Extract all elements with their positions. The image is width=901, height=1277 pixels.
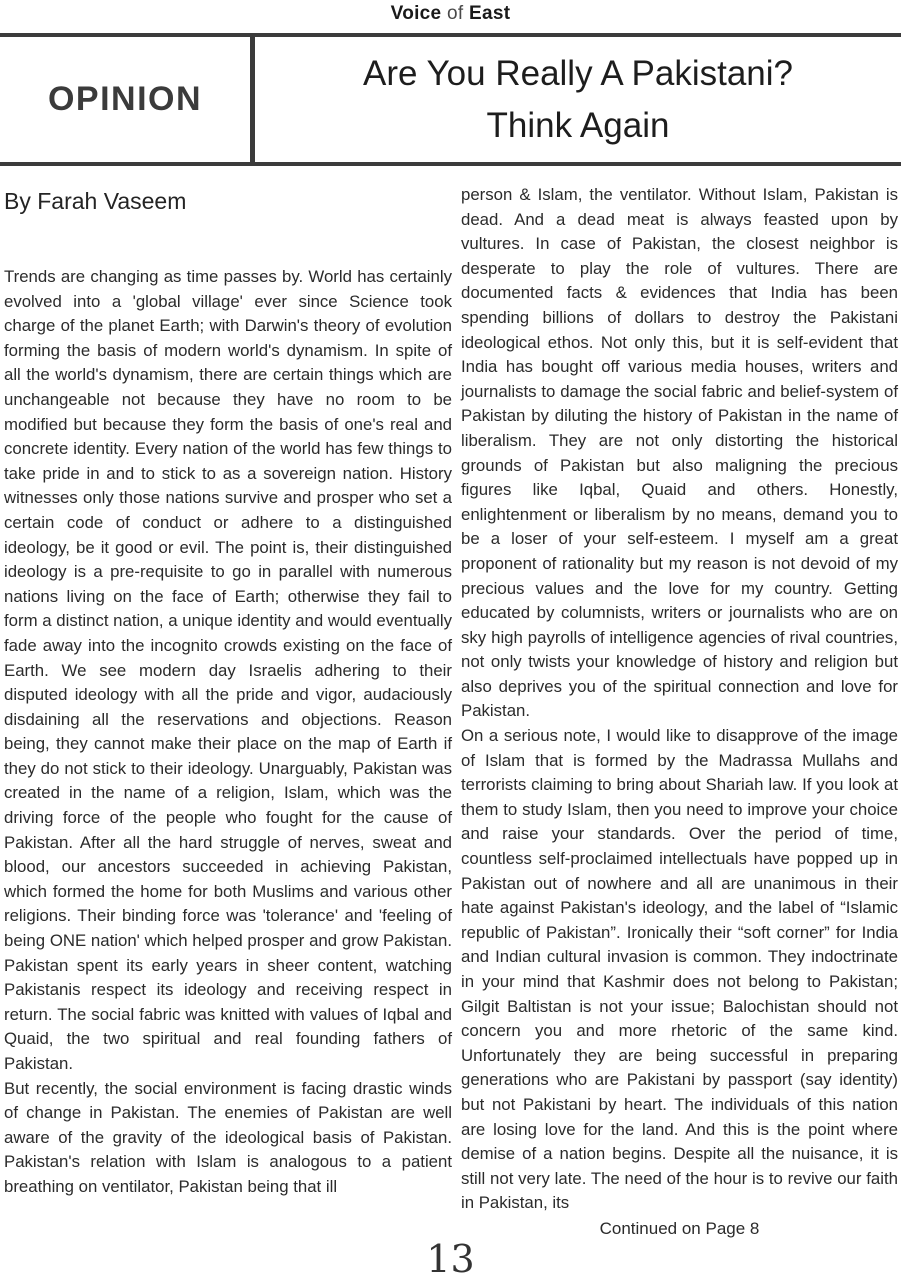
masthead-brand-word2: East (469, 3, 511, 24)
article-header-box (0, 33, 901, 166)
masthead (0, 3, 901, 25)
masthead-brand-connector: of (441, 3, 470, 24)
section-cell (0, 37, 255, 162)
section-label: OPINION (47, 80, 203, 118)
right-column (461, 183, 898, 1277)
article-title-line1: Are You Really A Pakistani? (362, 53, 793, 93)
paragraph: Trends are changing as time passes by. World has certainly evolved into a 'global village' ever since Science took charge of the planet Earth; with Darwin's theory of evolution forming the basis of modern world's dynamism. In spite of all the world's dynamism, there are certain things which are unchangeable not because they have no room to be modified but because they form the basis of one's real and concrete identity. Every nation of the world has few things to take pride in and to stick to as a sovereign nation. History witnesses only those nations survive and prosper who set a certain code of conduct or adhere to a distinguished ideology, be it good or evil. The point is, their distinguished ideology is a pre-requisite to go in parallel with numerous nations living on the face of Earth; otherwise they fail to form a distinct nation, a unique identity and would eventually fade away into the incognito crowds existing on the face of Earth. We see modern day Israelis adhering to their disputed ideology with all the pride and vigor, audaciously disdaining all the reservations and objections. Reason being, they cannot make their place on the map of Earth if they do not stick to their ideology. Unarguably, Pakistan was created in the name of a religion, Islam, which was the driving force of the people who fought for the cause of Pakistan. After all the hard struggle of nerves, sweat and blood, our ancestors succeeded in achieving Pakistan, which formed the home for both Muslims and various other religions. Their binding force was 'tolerance' and 'feeling of being ONE nation' which helped prosper and grow Pakistan. Pakistan spent its early years in sheer content, watching Pakistanis respect its ideology and receiving respect in return. The social fabric was knitted with values of Iqbal and Quaid, the two spiritual and real founding fathers of Pakistan. (4, 267, 452, 1073)
masthead-brand-word1: Voice (390, 3, 442, 24)
article-title-line2: Think Again (486, 105, 670, 145)
byline: By Farah Vaseem (4, 188, 187, 214)
left-column (4, 183, 452, 1277)
continuation-note: Continued on Page 8 (599, 1218, 760, 1238)
paragraph: person & Islam, the ventilator. Without Islam, Pakistan is dead. And a dead meat is always feasted upon by vultures. In case of Pakistan, the closest neighbor is desperate to play the role of vultures. There are documented facts & evidences that India has been spending billions of dollars to destroy the Pakistani ideological ethos. Not only this, but it is self-evident that India has bought off various media houses, writers and journalists to damage the social fabric and belief-system of Pakistan by diluting the history of Pakistan in the name of liberalism. They are not only distorting the historical grounds of Pakistan but also maligning the precious figures like Iqbal, Quaid and others. Honestly, enlightenment or liberalism by no means, demand you to be a loser of your self-esteem. I myself am a great proponent of rationality but my reason is not devoid of my precious values and the love for my country. Getting educated by columnists, writers or journalists who are on sky high payrolls of intelligence agencies of rival countries, not only twists your knowledge of history and religion but also deprives you of the spiritual connection and love for Pakistan. (461, 185, 898, 721)
page-number: 13 (426, 1237, 475, 1277)
paragraph: On a serious note, I would like to disapprove of the image of Islam that is formed by the Madrassa Mullahs and terrorists claiming to bring about Shariah law. If you look at them to study Islam, then you need to improve your choice and raise your standards. Over the period of time, countless self-proclaimed intellectuals have popped up in Pakistan out of nowhere and all are unanimous in their hate against Pakistan's ideology, and the label of “Islamic republic of Pakistan”. Ironically their “soft corner” for India and Indian cultural invasion is common. They indoctrinate in your mind that Kashmir does not belong to Pakistan; Gilgit Baltistan is not your issue; Balochistan should not concern you and more rhetoric of the same kind. Unfortunately they are being successful in preparing generations who are Pakistani by passport (say identity) but not Pakistani by heart. The individuals of this nation are losing love for the land. And this is the point where demise of a nation begins. Despite all the nuisance, it is still not very late. The need of the hour is to revive our faith in Pakistan, its (461, 726, 898, 1213)
title-cell (255, 37, 901, 162)
article-body (4, 183, 899, 1277)
paragraph: But recently, the social environment is facing drastic winds of change in Pakistan. The enemies of Pakistan are well aware of the gravity of the ideological basis of Pakistan. Pakistan's relation with Islam is analogous to a patient breathing on ventilator, Pakistan being that ill (4, 1078, 452, 1196)
